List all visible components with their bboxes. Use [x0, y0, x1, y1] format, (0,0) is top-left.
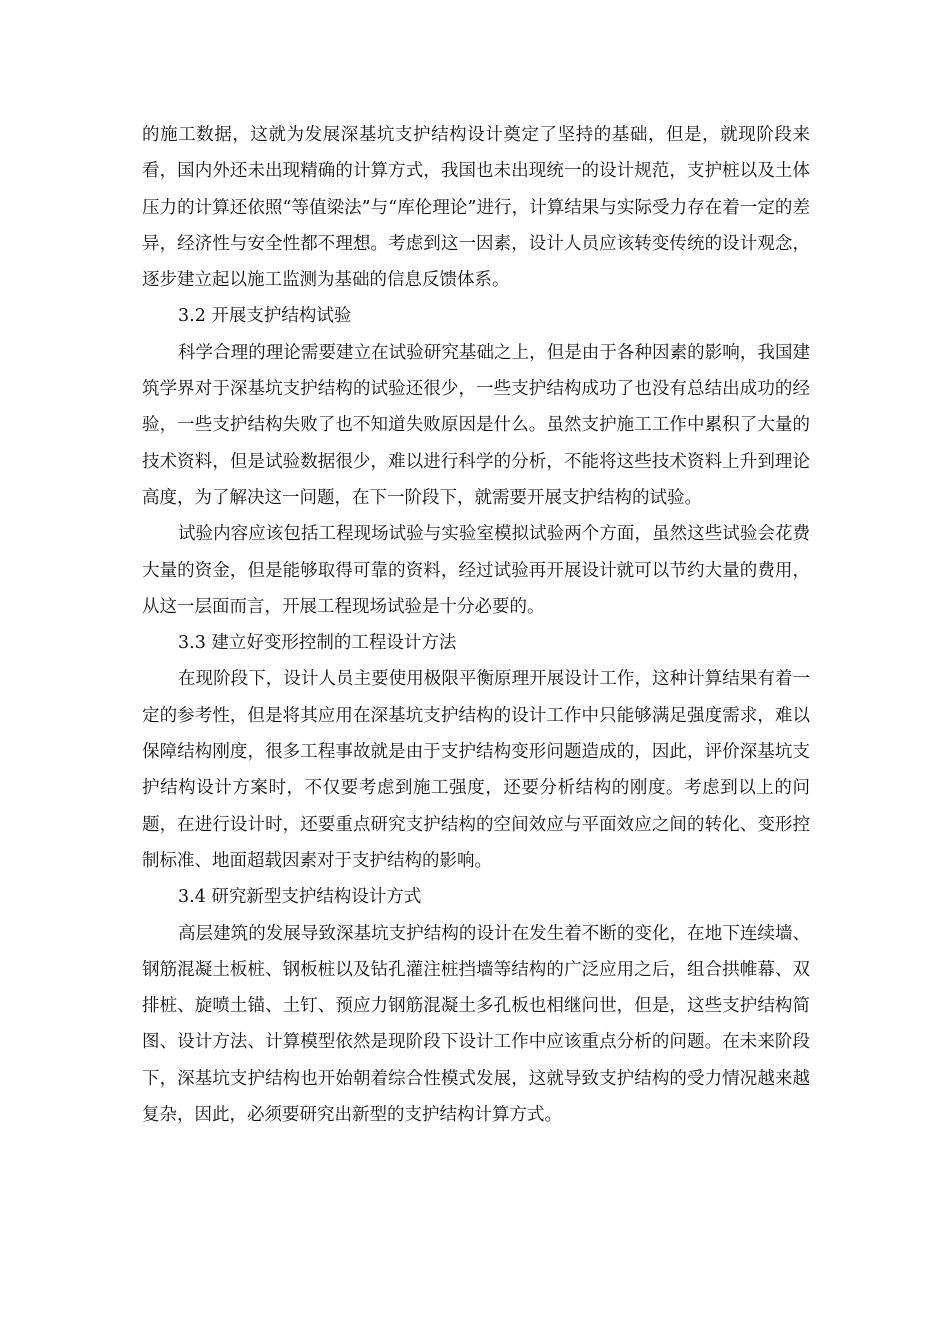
paragraph: 高层建筑的发展导致深基坑支护结构的设计在发生着不断的变化，在地下连续墙、钢筋混凝土板桩、钢板桩以及钻孔灌注桩挡墙等结构的广泛应用之后，组合拱帷幕、双排桩、旋喷土锚、土钉、预应力钢筋混凝土多孔板也相继问世，但是，这些支护结构简图、设计方法、计算模型依然是现阶段下设计工作中应该重点分析的问题。在未来阶段下，深基坑支护结构也开始朝着综合性模式发展，这就导致支护结构的受力情况越来越复杂，因此，必须要研究出新型的支护结构计算方式。: [142, 923, 810, 1126]
paragraph: 试验内容应该包括工程现场试验与实验室模拟试验两个方面，虽然这些试验会花费大量的资金，但是能够取得可靠的资料，经过试验再开展设计就可以节约大量的费用，从这一层面而言，开展工程现场试验是十分必要的。: [142, 524, 810, 617]
paragraph: 科学合理的理论需要建立在试验研究基础之上，但是由于各种因素的影响，我国建筑学界对于深基坑支护结构的试验还很少，一些支护结构成功了也没有总结出成功的经验，一些支护结构失败了也不知道失败原因是什么。虽然支护施工工作中累积了大量的技术资料，但是试验数据很少，难以进行科学的分析，不能将这些技术资料上升到理论高度，为了解决这一问题，在下一阶段下，就需要开展支护结构的试验。: [142, 342, 810, 508]
paragraph: 在现阶段下，设计人员主要使用极限平衡原理开展设计工作，这种计算结果有着一定的参考性，但是将其应用在深基坑支护结构的设计工作中只能够满足强度需求，难以保障结构刚度，很多工程事故就是由于支护结构变形问题造成的，因此，评价深基坑支护结构设计方案时，不仅要考虑到施工强度，还要分析结构的刚度。考虑到以上的问题，在进行设计时，还要重点研究支护结构的空间效应与平面效应之间的转化、变形控制标准、地面超载因素对于支护结构的影响。: [142, 669, 810, 871]
paragraph-continuation: 的施工数据，这就为发展深基坑支护结构设计奠定了坚持的基础，但是，就现阶段来看，国内外还未出现精确的计算方式，我国也未出现统一的设计规范，支护桩以及土体压力的计算还依照“等值梁法”与“库伦理论”进行，计算结果与实际受力存在着一定的差异，经济性与安全性都不理想。考虑到这一因素，设计人员应该转变传统的设计观念，逐步建立起以施工监测为基础的信息反馈体系。: [142, 125, 810, 291]
document-body: [142, 117, 810, 1133]
section-heading-3-2: 3.2 开展支护结构试验: [178, 306, 352, 327]
section-heading-3-4: 3.4 研究新型支护结构设计方式: [178, 887, 422, 908]
section-heading-3-3: 3.3 建立好变形控制的工程设计方法: [178, 633, 457, 654]
